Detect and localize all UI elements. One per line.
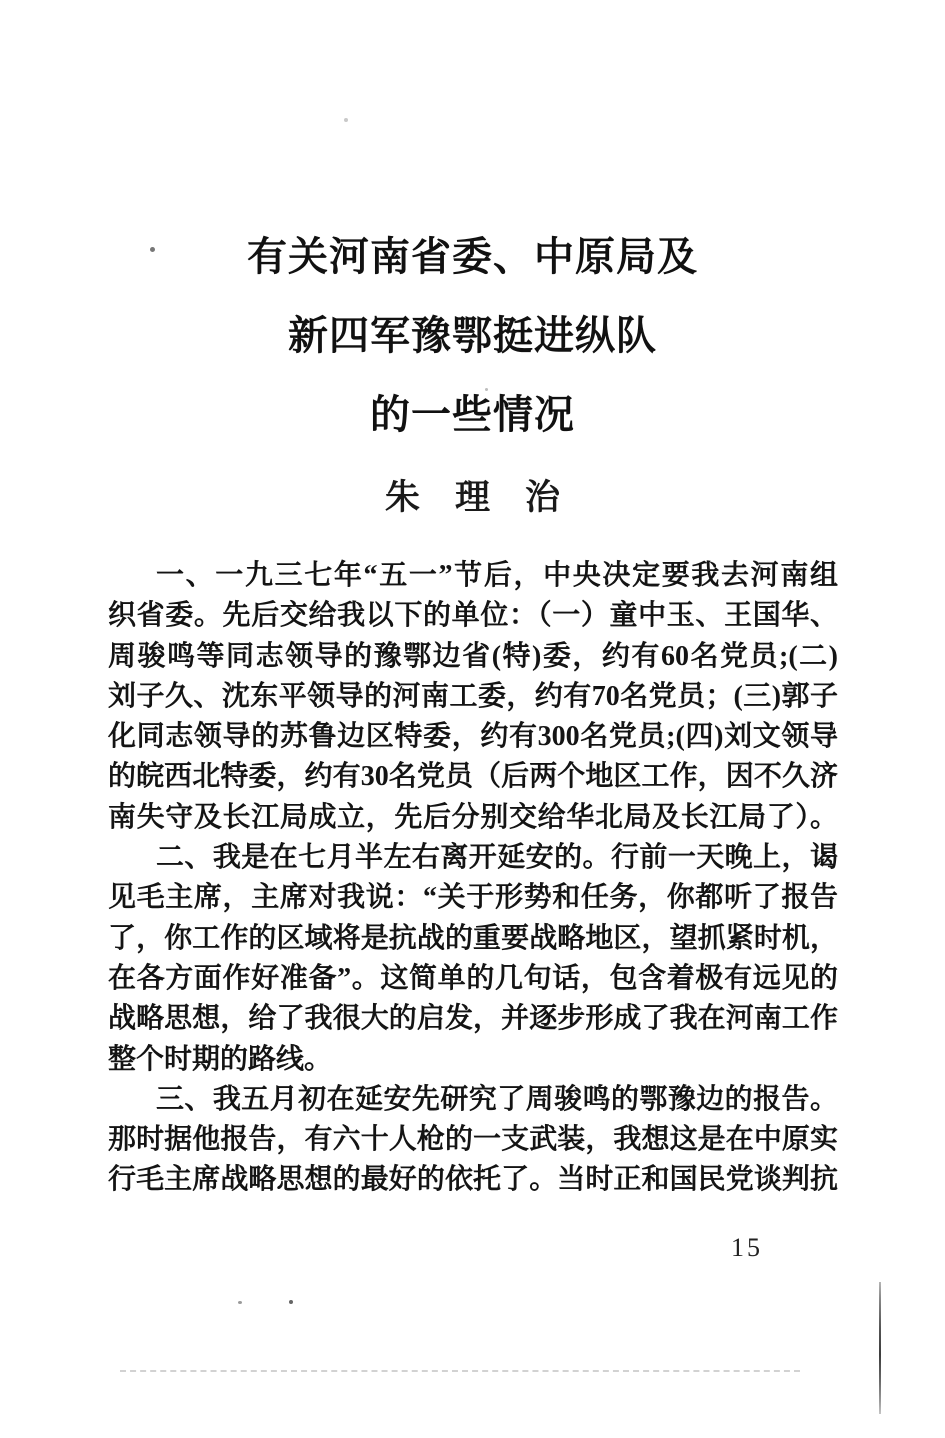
body-text-line: 那时据他报告，有六十人枪的一支武装，我想这是在中原实 bbox=[108, 1124, 838, 1156]
body-text-line: 在各方面作好准备”。这简单的几句话，包含着极有远见的 bbox=[108, 962, 838, 994]
author-name: 朱 理 治 bbox=[384, 478, 560, 517]
body-text-line: 化同志领导的苏鲁边区特委，约有300名党员;(四)刘文领导 bbox=[108, 721, 838, 753]
body-text-line: 战略思想，给了我很大的启发，并逐步形成了我在河南工作 bbox=[108, 1003, 838, 1035]
body-text-line: 周骏鸣等同志领导的豫鄂边省(特)委，约有60名党员;(二) bbox=[108, 640, 838, 672]
body-text-line: 的皖西北特委，约有30名党员（后两个地区工作，因不久济 bbox=[108, 761, 838, 793]
scan-dashed-line-artifact bbox=[120, 1370, 800, 1372]
scan-speck-artifact bbox=[485, 388, 488, 391]
page-title-line-1: 有关河南省委、中原局及 bbox=[247, 235, 698, 279]
body-text-line: 织省委。先后交给我以下的单位：（一）童中玉、王国华、 bbox=[108, 600, 838, 632]
body-text-line: 整个时期的路线。 bbox=[108, 1043, 333, 1075]
scan-speck-artifact bbox=[238, 1301, 242, 1304]
page-number: 15 bbox=[731, 1233, 763, 1262]
body-text-line: 南失守及长江局成立，先后分别交给华北局及长江局了）。 bbox=[108, 801, 838, 833]
body-text-line: 一、一九三七年“五一”节后，中央决定要我去河南组 bbox=[156, 560, 838, 591]
page-title-line-2: 新四军豫鄂挺进纵队 bbox=[288, 314, 657, 358]
scan-page-edge-artifact bbox=[879, 1282, 881, 1414]
body-text-line: 行毛主席战略思想的最好的依托了。当时正和国民党谈判抗 bbox=[108, 1164, 838, 1196]
scan-speck-artifact bbox=[344, 118, 348, 122]
body-text-line: 三、我五月初在延安先研究了周骏鸣的鄂豫边的报告。 bbox=[156, 1083, 838, 1115]
page-title bbox=[0, 218, 945, 455]
body-text-line: 了，你工作的区域将是抗战的重要战略地区，望抓紧时机， bbox=[108, 922, 838, 954]
body-text bbox=[108, 556, 838, 1201]
scan-speck-artifact bbox=[289, 1300, 293, 1304]
body-text-line: 二、我是在七月半左右离开延安的。行前一天晚上，谒 bbox=[156, 842, 838, 874]
scan-speck-artifact bbox=[150, 247, 155, 252]
body-text-line: 见毛主席，主席对我说：“关于形势和任务，你都听了报告 bbox=[108, 882, 838, 914]
body-text-line: 刘子久、沈东平领导的河南工委，约有70名党员；(三)郭子 bbox=[108, 680, 838, 712]
page-title-line-3: 的一些情况 bbox=[370, 393, 575, 437]
